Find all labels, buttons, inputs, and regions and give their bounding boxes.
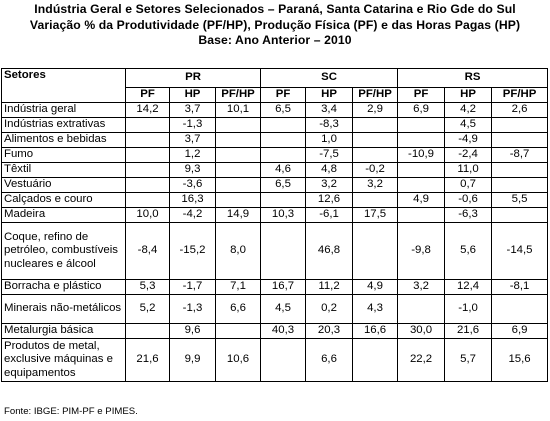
value-cell: 5,7 (445, 339, 492, 382)
value-cell (353, 193, 398, 208)
sector-name-cell: Vestuário (2, 178, 126, 193)
value-cell: 4,6 (261, 163, 306, 178)
value-cell: 6,6 (216, 295, 261, 324)
value-cell: 10,6 (216, 339, 261, 382)
sub-header-pf-hp: PF/HP (353, 88, 398, 103)
value-cell (353, 223, 398, 280)
value-cell (492, 118, 548, 133)
value-cell: 30,0 (398, 324, 445, 339)
value-cell (398, 163, 445, 178)
value-cell: -7,5 (306, 148, 353, 163)
value-cell: -8,4 (126, 223, 170, 280)
value-cell (492, 163, 548, 178)
table-row (2, 280, 548, 295)
value-cell (126, 163, 170, 178)
value-cell: 10,3 (261, 208, 306, 223)
value-cell: 7,1 (216, 280, 261, 295)
value-cell (216, 324, 261, 339)
sub-header-pf-hp: PF/HP (492, 88, 548, 103)
value-cell: -15,2 (170, 223, 216, 280)
sub-header-hp: HP (170, 88, 216, 103)
value-cell: -3,6 (170, 178, 216, 193)
sector-name-cell: Calçados e couro (2, 193, 126, 208)
sector-name-cell: Minerais não-metálicos (2, 295, 126, 324)
sector-name-cell: Indústria geral (2, 103, 126, 118)
sector-name-cell: Indústrias extrativas (2, 118, 126, 133)
value-cell: 12,4 (445, 280, 492, 295)
sub-header-pf: PF (126, 88, 170, 103)
value-cell: 16,7 (261, 280, 306, 295)
value-cell (216, 163, 261, 178)
value-cell (398, 133, 445, 148)
value-cell: 4,8 (306, 163, 353, 178)
value-cell: -8,3 (306, 118, 353, 133)
value-cell: -0,6 (445, 193, 492, 208)
value-cell: -10,9 (398, 148, 445, 163)
value-cell (216, 148, 261, 163)
value-cell: 2,6 (492, 103, 548, 118)
value-cell: 5,6 (445, 223, 492, 280)
value-cell: -14,5 (492, 223, 548, 280)
value-cell: 40,3 (261, 324, 306, 339)
value-cell: 21,6 (445, 324, 492, 339)
table-row (2, 295, 548, 324)
value-cell: 6,5 (261, 178, 306, 193)
sector-name-cell: Metalurgia básica (2, 324, 126, 339)
value-cell (353, 118, 398, 133)
sector-name-cell: Coque, refino de petróleo, combustíveis nucleares e álcool (2, 223, 126, 280)
value-cell: 1,2 (170, 148, 216, 163)
table-row (2, 223, 548, 280)
table-row (2, 118, 548, 133)
value-cell: 3,2 (353, 178, 398, 193)
value-cell: 6,9 (492, 324, 548, 339)
value-cell (126, 324, 170, 339)
sub-header-pf-hp: PF/HP (216, 88, 261, 103)
title-line-1: Indústria Geral e Setores Selecionados – Paraná, Santa Catarina e Rio Gde do Sul (34, 2, 516, 16)
table-row (2, 178, 548, 193)
value-cell: -1,3 (170, 295, 216, 324)
value-cell: 16,3 (170, 193, 216, 208)
value-cell: 17,5 (353, 208, 398, 223)
value-cell (492, 178, 548, 193)
value-cell (126, 178, 170, 193)
value-cell: -0,2 (353, 163, 398, 178)
value-cell: 6,6 (306, 339, 353, 382)
value-cell: 3,2 (306, 178, 353, 193)
value-cell (398, 118, 445, 133)
value-cell: -9,8 (398, 223, 445, 280)
value-cell: 6,9 (398, 103, 445, 118)
value-cell: -1,3 (170, 118, 216, 133)
value-cell: 3,4 (306, 103, 353, 118)
value-cell: 12,6 (306, 193, 353, 208)
sector-name-cell: Alimentos e bebidas (2, 133, 126, 148)
value-cell (126, 148, 170, 163)
table-row (2, 339, 548, 382)
title-line-3: Base: Ano Anterior – 2010 (198, 33, 352, 47)
table-row (2, 324, 548, 339)
value-cell (216, 133, 261, 148)
value-cell: 0,7 (445, 178, 492, 193)
sub-header-hp: HP (306, 88, 353, 103)
value-cell (353, 148, 398, 163)
title-line-2: Variação % da Produtividade (PF/HP), Produção Física (PF) e das Horas Pagas (HP) (29, 17, 521, 32)
value-cell: 6,5 (261, 103, 306, 118)
value-cell: 1,0 (306, 133, 353, 148)
value-cell: 2,9 (353, 103, 398, 118)
value-cell: 9,9 (170, 339, 216, 382)
region-header-rs: RS (398, 69, 548, 88)
value-cell: 4,9 (353, 280, 398, 295)
sector-name-cell: Madeira (2, 208, 126, 223)
table-body (2, 103, 548, 382)
sector-name-cell: Fumo (2, 148, 126, 163)
value-cell (261, 193, 306, 208)
value-cell: 4,9 (398, 193, 445, 208)
value-cell: 5,2 (126, 295, 170, 324)
value-cell (261, 118, 306, 133)
table-row (2, 133, 548, 148)
value-cell: 10,1 (216, 103, 261, 118)
sector-name-cell: Produtos de metal, exclusive máquinas e equipamentos (2, 339, 126, 382)
value-cell: 5,5 (492, 193, 548, 208)
sector-name-cell: Borracha e plástico (2, 280, 126, 295)
value-cell (261, 133, 306, 148)
value-cell: -4,2 (170, 208, 216, 223)
value-cell: 3,2 (398, 280, 445, 295)
value-cell (353, 339, 398, 382)
value-cell: -8,1 (492, 280, 548, 295)
header-row-regions (2, 69, 548, 88)
value-cell (216, 118, 261, 133)
value-cell: 21,6 (126, 339, 170, 382)
value-cell (492, 208, 548, 223)
value-cell: 4,5 (261, 295, 306, 324)
value-cell: 5,3 (126, 280, 170, 295)
value-cell: 22,2 (398, 339, 445, 382)
value-cell (261, 148, 306, 163)
value-cell: 0,2 (306, 295, 353, 324)
value-cell: 14,2 (126, 103, 170, 118)
region-header-pr: PR (126, 69, 261, 88)
sector-name-cell: Têxtil (2, 163, 126, 178)
sub-header-pf: PF (398, 88, 445, 103)
value-cell: 3,7 (170, 133, 216, 148)
value-cell: 8,0 (216, 223, 261, 280)
value-cell: 46,8 (306, 223, 353, 280)
table-row (2, 208, 548, 223)
value-cell: 16,6 (353, 324, 398, 339)
productivity-table (1, 68, 548, 382)
table-row (2, 163, 548, 178)
value-cell (126, 133, 170, 148)
value-cell: -6,3 (445, 208, 492, 223)
value-cell: -8,7 (492, 148, 548, 163)
value-cell: 4,5 (445, 118, 492, 133)
value-cell (216, 178, 261, 193)
table-title (0, 2, 550, 49)
value-cell: -6,1 (306, 208, 353, 223)
sector-header: Setores (2, 69, 126, 103)
table-row (2, 148, 548, 163)
value-cell: -4,9 (445, 133, 492, 148)
value-cell (216, 193, 261, 208)
value-cell (398, 208, 445, 223)
value-cell: 20,3 (306, 324, 353, 339)
value-cell (261, 223, 306, 280)
value-cell: 3,7 (170, 103, 216, 118)
value-cell (353, 133, 398, 148)
table-row (2, 103, 548, 118)
value-cell: 9,6 (170, 324, 216, 339)
value-cell: 4,2 (445, 103, 492, 118)
value-cell: 9,3 (170, 163, 216, 178)
value-cell: -1,7 (170, 280, 216, 295)
table-row (2, 193, 548, 208)
value-cell (492, 295, 548, 324)
source-note: Fonte: IBGE: PIM-PF e PIMES. (4, 406, 138, 417)
value-cell: 14,9 (216, 208, 261, 223)
value-cell: 15,6 (492, 339, 548, 382)
region-header-sc: SC (261, 69, 398, 88)
sub-header-hp: HP (445, 88, 492, 103)
value-cell (126, 118, 170, 133)
value-cell (398, 295, 445, 324)
sub-header-pf: PF (261, 88, 306, 103)
value-cell (492, 133, 548, 148)
value-cell (261, 339, 306, 382)
value-cell: 11,0 (445, 163, 492, 178)
value-cell (398, 178, 445, 193)
value-cell: 11,2 (306, 280, 353, 295)
value-cell: 10,0 (126, 208, 170, 223)
value-cell: -2,4 (445, 148, 492, 163)
value-cell: -1,0 (445, 295, 492, 324)
value-cell (126, 193, 170, 208)
value-cell: 4,3 (353, 295, 398, 324)
